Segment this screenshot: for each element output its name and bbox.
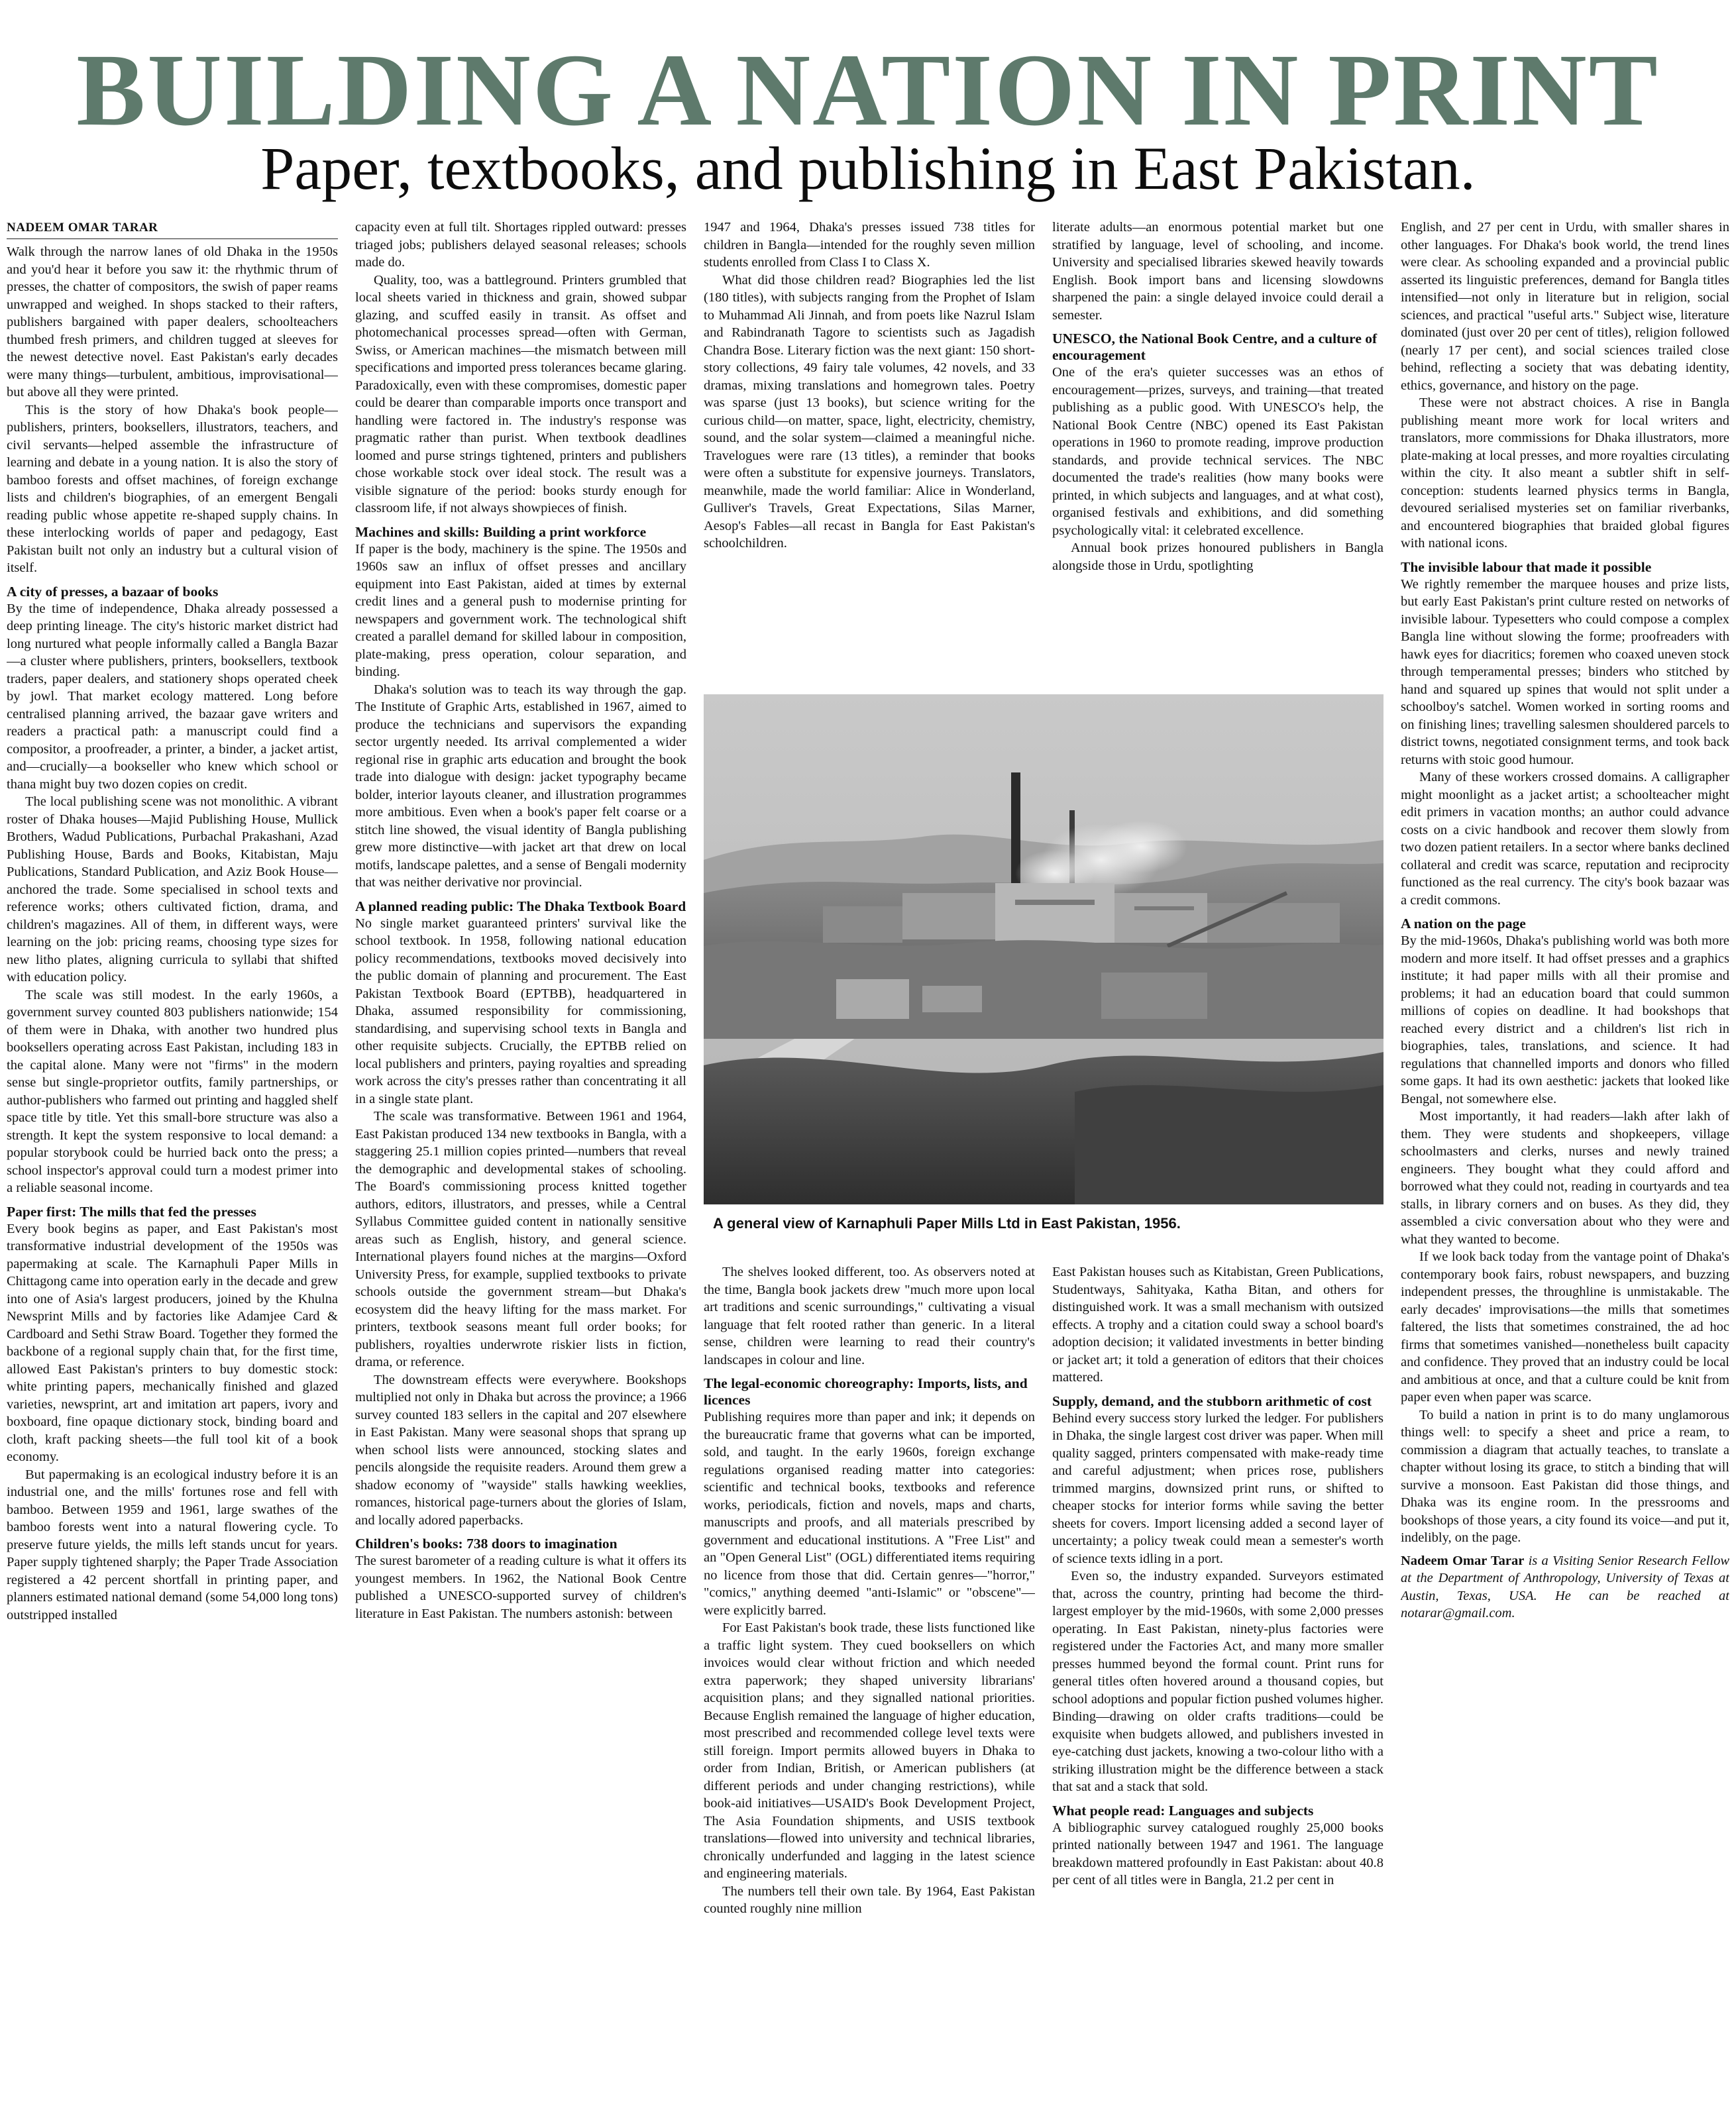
paper-mill-photo (704, 694, 1383, 1204)
headline: BUILDING A NATION IN PRINT (76, 32, 1660, 147)
author-bio (1401, 1552, 1729, 1622)
article-column-1 (7, 219, 338, 2113)
section-heading: Supply, demand, and the stubborn arithmetic of cost (1052, 1393, 1372, 1409)
section-heading: The invisible labour that made it possible (1401, 558, 1652, 575)
section-heading: The legal-economic choreography: Imports, lists, and licences (704, 1375, 1028, 1408)
paragraph: This is the story of how Dhaka's book people—publishers, printers, booksellers, illustrators, teachers, and civil servants—helped assemble the infrastructure of learning and debate in a young nation. It is also the story of bamboo forests and offset machines, of foreign exchange lists and children's biographies, of an emergent Bengali reading public whose appetite re-shaped supply chains. In these interlocking worlds of paper and pedagogy, East Pakistan built not only an industry but a cultural vision of itself. (7, 402, 338, 575)
section-heading: Paper first: The mills that fed the presses (7, 1203, 256, 1220)
paragraph: East Pakistan houses such as Kitabistan, Green Publications, Studentways, Sahityaka, Katha Bitan, and others for distinguished work. It was a small mechanism with outsized effects. A trophy and a citation could sway a school board's adoption decision; it validated investments in better binding or jacket art; it told a generation of editors that their choices mattered. (1052, 1265, 1383, 1385)
article-column-3-top (704, 219, 1035, 666)
paragraph: Walk through the narrow lanes of old Dhaka in the 1950s and you'd hear it before you saw it: the rhythmic thrum of presses, the chatter of compositors, the swish of paper reams unwrapped and weighed. In shops stacked to their rafters, publishers bargained with paper dealers, schoolteachers thumbed fresh primers, and children tugged at sleeves for the newest detective novel. East Pakistan's early decades were many things—turbulent, ambitious, improvisational—but above all they were printed. (7, 244, 338, 399)
paragraph: If paper is the body, machinery is the spine. The 1950s and 1960s saw an influx of offset presses and ancillary equipment into East Pakistan, aided at times by external credit lines and a general push to modernise printing for newspapers and government work. The technological shift created a parallel demand for skilled labour in composition, plate-making, press operation, colour separation, and binding. (355, 541, 686, 679)
paragraph: Annual book prizes honoured publishers in Bangla alongside those in Urdu, spotlighting (1052, 541, 1383, 573)
paragraph: Even so, the industry expanded. Surveyors estimated that, across the country, printing had become the third-largest employer by the mid-1960s, with some 2,000 presses operating. In East Pakistan, ninety-plus factories were registered under the Factories Act, and many more smaller presses hummed beyond the formal count. Print runs for general titles often hovered around a thousand copies, but school adoptions and popular fiction pushed volumes higher. Binding—drawing on older crafts traditions—could be exquisite when budgets allowed, and publishers invested in eye-catching dust jackets, knowing a two-colour litho with a striking illustration might be the difference between a stack that sat and a stack that sold. (1052, 1569, 1383, 1794)
paragraph: Many of these workers crossed domains. A calligrapher might moonlight as a jacket artist; a schoolteacher might edit primers in vacation months; an author could advance costs on a civic handbook and recover them slowly from two dozen patient retailers. In a sector where banks declined collateral and credit was scarce, reputation and reciprocity functioned as the real currency. The city's book bazaar was a credit commons. (1401, 770, 1729, 908)
paragraph: One of the era's quieter successes was an ethos of encouragement—prizes, surveys, and training—that treated publishing as a public good. With UNESCO's help, the National Book Centre (NBC) opened its East Pakistan operations in 1960 to promote reading, improve production standards, and provide technical services. The NBC documented the trade's realities (how many books were printed, in which subjects and languages, and at what cost), organised festivals and exhibitions, and did something psychologically vital: it celebrated excellence. (1052, 365, 1383, 538)
paragraph: The downstream effects were everywhere. Bookshops multiplied not only in Dhaka but across the province; a 1966 survey counted 183 sellers in the capital and 207 elsewhere in East Pakistan. Many were seasonal shops that sprang up when school lists were announced, stocking slates and pencils alongside the requisite readers. Around them grew a shadow economy of "wayside" stalls hawking weeklies, romances, historical page-turners about the glories of Islam, and locally adored paperbacks. (355, 1372, 686, 1528)
paragraph: By the mid-1960s, Dhaka's publishing world was both more modern and more itself. It had offset presses and a graphics institute; it had paper mills with all their promise and problems; it had an education board that could summon millions of copies on deadline. It had bookshops that reached every district and a children's list rich in biographies, tales, translations, and science. It had regulations that channelled imports and donors who filled some gaps. It had its own aesthetic: jackets that looked like Bengal, not somewhere else. (1401, 933, 1729, 1106)
section-heading: A city of presses, a bazaar of books (7, 583, 219, 600)
section-heading: A planned reading public: The Dhaka Textbook Board (355, 898, 686, 914)
section-heading: What people read: Languages and subjects (1052, 1802, 1314, 1819)
paragraph: Every book begins as paper, and East Pakistan's most transformative industrial development of the 1950s was papermaking at scale. The Karnaphuli Paper Mills in Chittagong came into operation early in the decade and grew into one of Asia's largest producers, joined by the Khulna Newsprint Mills and by factories like Adamjee Card & Cardboard and Sethi Straw Board. Together they formed the backbone of a regional supply chain that, for the first time, allowed East Pakistan's printers to buy domestic stock: white printing papers, mechanically finished and glazed varieties, newsprint, art and imitation art papers, ivory and boxboard, fine opaque dictionary stock, binding board and cloth, kraft packing sheets—the full tool kit of a book economy. (7, 1221, 338, 1464)
paragraph: The shelves looked different, too. As observers noted at the time, Bangla book jackets drew "much more upon local art traditions and scenic surroundings," cultivating a visual language that felt rooted rather than generic. In a literal sense, children were learning to read their country's landscapes in colour and line. (704, 1265, 1035, 1367)
section-heading: UNESCO, the National Book Centre, and a culture of encouragement (1052, 331, 1378, 363)
paragraph: The numbers tell their own tale. By 1964, East Pakistan counted roughly nine million (704, 1883, 1035, 1916)
paragraph: Most importantly, it had readers—lakh after lakh of them. They were students and shopkeepers, village schoolmasters and clerks, nurses and newly trained engineers. They bought what they could afford and borrowed what they could not, reading in courtyards and tea stalls, in library corners and on buses. As they did, they assembled a civic conversation about who they were and what they wanted to become. (1401, 1109, 1729, 1247)
subheadline: Paper, textbooks, and publishing in East Pakistan. (260, 134, 1476, 202)
paragraph: But papermaking is an ecological industry before it is an industrial one, and the mills' fortunes rose and fell with bamboo. Between 1959 and 1961, large swathes of the bamboo forests went into a natural flowering cycle. To preserve future yields, the mills left stands uncut for years. Paper supply tightened sharply; the Paper Trade Association registered a 42 percent shortfall in printing paper, and planners estimated national demand (some 54,000 long tons) outstripped installed (7, 1467, 338, 1622)
paragraph: If we look back today from the vantage point of Dhaka's contemporary book fairs, robust newspapers, and buzzing independent presses, the throughline is unmistakable. The early decades' improvisations—the mills that sometimes faltered, the lists that sometimes constrained, the ad hoc firms that sometimes vanished—nonetheless built capacity and confidence. They proved that an industry could be local and ambitious at once, and that a culture could be knit from paper even when paper was scarce. (1401, 1249, 1729, 1404)
paragraph: Dhaka's solution was to teach its way through the gap. The Institute of Graphic Arts, established in 1967, aimed to produce the technicians and supervisors the expanding sector urgently needed. Its arrival complemented a wider regional rise in graphic arts education and brought the book trade into dialogue with design: jacket typography became bolder, interior layouts cleaner, and illustration programmes more ambitious. Even when a book's paper felt coarse or a stitch line showed, the visual identity of Bangla publishing grew more distinctive—with jacket art that drew on local motifs, landscape palettes, and a sense of Bengali modernity that was neither derivative nor provincial. (355, 682, 686, 890)
paragraph: By the time of independence, Dhaka already possessed a deep printing lineage. The city's historic market district had long nurtured what people informally called a Bangla Bazar—a cluster where publishers, printers, booksellers, textbook traders, paper dealers, and stationery shops operated cheek by jowl. That market ecology mattered. Long before centralised planning arrived, the bazaar gave writers and readers a practical path: a manuscript could find a compositor, a proofreader, a printer, a binder, a jacket artist, and—crucially—a bookseller who knew which school or thana might buy two dozen copies on credit. (7, 601, 338, 792)
section-heading: A nation on the page (1401, 916, 1526, 931)
paragraph: These were not abstract choices. A rise in Bangla publishing meant more work for local writers and translators, more commissions for Dhaka illustrators, more plate-making at local presses, and more royalties circulating within the city. It also meant a subtler shift in self-conception: students learned physics terms in Bangla, devoured serialised mysteries set on familiar riverbanks, and encountered biographies that braided global figures with national icons. (1401, 396, 1729, 551)
paragraph: We rightly remember the marquee houses and prize lists, but early East Pakistan's print culture rested on networks of invisible labour. Typesetters who could compose a complex Bangla line without slowing the forme; proofreaders with hawk eyes for diacritics; foremen who coaxed uneven stock through temperamental presses; binders who stitched by hand and squared up spines that would not split under a schoolboy's satchel. Women worked in sorting rooms and on finishing lines; travelling salesmen shouldered parcels to district towns, negotiated consignment terms, and took back returns with stoic good humour. (1401, 576, 1729, 767)
paragraph: Publishing requires more than paper and ink; it depends on the bureaucratic frame that governs what can be imported, sold, and taught. In the early 1960s, foreign exchange regulations organised reading matter into categories: scientific and technical books, textbooks and reference works, periodicals, fiction and novels, maps and charts, manuscripts and proofs, and all materials prescribed by government and educational institutions. A "Free List" and an "Open General List" (OGL) differentiated items requiring no licence from those that did. Certain genres—"horror," "comics," anything deemed "anti-Islamic" or "obscene"—were explicitly barred. (704, 1410, 1035, 1618)
paragraph: Quality, too, was a battleground. Printers grumbled that local sheets varied in thickness and grain, showed subpar glazing, and scuffed easily in transit. As offset and photomechanical processes spread—often with German, Swiss, or American machines—the mismatch between mill specifications and imported press tolerances became glaring. Paradoxically, even with these compromises, domestic paper could be dearer than comparable imports once transport and handling were factored in. The industry's response was pragmatic rather than purist. When textbook deadlines loomed and purse strings tightened, printers and publishers chose workable stock over ideal stock. The result was a visible signature of the period: books sturdy enough for classroom life, if not always showpieces of finish. (355, 272, 686, 515)
paragraph: capacity even at full tilt. Shortages rippled outward: presses triaged jobs; publishers delayed seasonal releases; schools made do. (355, 220, 686, 270)
article-column-4-bottom (1052, 1263, 1383, 2113)
paragraph: 1947 and 1964, Dhaka's presses issued 738 titles for children in Bangla—intended for the roughly seven million students enrolled from Class I to Class X. (704, 220, 1035, 270)
paragraph: The scale was still modest. In the early 1960s, a government survey counted 803 publishers nationwide; 154 of them were in Dhaka, with another two hundred plus booksellers operating across East Pakistan, including 183 in the capital alone. Many were not "firms" in the modern sense but single-proprietor outfits, family partnerships, or author-publishers who farmed out printing and haggled shelf space title by title. Yet this small-bore structure was also a strength. It kept the system responsive to local demand: a popular storybook could be hurried back onto the press; a school inspector's approval could turn a modest primer into a reliable seasonal income. (7, 987, 338, 1195)
paragraph: The local publishing scene was not monolithic. A vibrant roster of Dhaka houses—Majid Publishing House, Mullick Brothers, Wadud Publications, Purbachal Prakashani, Azad Publishing House, Bards and Books, Kitabistan, Maju Publications, Standard Publication, and Aziz Book House—anchored the trade. Some specialised in school texts and reference works; others cultivated fiction, drama, and children's magazines. All of them, in different ways, were learning on the job: pricing reams, choosing type sizes for new litho plates, aligning curricula to syllabi that shifted with education policy. (7, 794, 338, 984)
paragraph: Behind every success story lurked the ledger. For publishers in Dhaka, the single largest cost driver was paper. When mill quality sagged, printers compensated with make-ready time and careful adjustment; when prices rose, publishers trimmed margins, downsized print runs, or shifted to cheaper stocks for interior forms while saving the better sheets for covers. Import licensing added a second layer of uncertainty; a policy tweak could mean a semester's worth of science texts idling in a port. (1052, 1410, 1383, 1566)
paragraph: literate adults—an enormous potential market but one stratified by language, level of schooling, and income. University and specialised libraries skewed heavily towards English. Book import bans and licensing slowdowns sharpened the pain: a single delayed invoice could derail a semester. (1052, 220, 1383, 323)
paragraph: No single market guaranteed printers' survival like the school textbook. In 1958, following national education policy recommendations, textbooks moved decisively into the public domain of planning and procurement. The East Pakistan Textbook Board (EPTBB), headquartered in Dhaka, assumed responsibility for commissioning, standardising, and supervising school texts in Bangla and other requisite subjects. Crucially, the EPTBB relied on local publishers and printers, paying royalties and spreading work across the city's presses rather than concentrating it all in a single state plant. (355, 916, 686, 1106)
paragraph: The surest barometer of a reading culture is what it offers its youngest members. In 1962, the National Book Centre published a UNESCO-supported survey of children's literature in East Pakistan. The numbers astonish: between (355, 1554, 686, 1621)
article-column-4-top (1052, 219, 1383, 666)
paragraph: For East Pakistan's book trade, these lists functioned like a traffic light system. They cued booksellers on which invoices would clear without friction and which needed extra paperwork; they shaped university librarians' acquisition plans; and they signalled national priorities. Because English remained the language of higher education, most prescribed and recommended college level texts were still foreign. Import permits allowed buyers in Dhaka to order from Indian, British, or American publishers (at different periods and under changing restrictions), while book-aid initiatives—USAID's Book Development Project, The Asia Foundation shipments, and USIS textbook translations—flowed into university and technical libraries, chronically underfunded and lagging in the latest science and engineering materials. (704, 1620, 1035, 1881)
article-column-5 (1401, 219, 1729, 2113)
author-name: Nadeem Omar Tarar (1401, 1553, 1525, 1568)
section-heading: Children's books: 738 doors to imagination (355, 1536, 618, 1552)
paragraph: English, and 27 per cent in Urdu, with smaller shares in other languages. For Dhaka's book world, the trend lines were clear. As schooling expanded and a provincial public asserted its linguistic preferences, demand for Bangla titles intensified—not only in literature but in religion, social sciences, and practical "useful arts." Subject wise, literature dominated (just over 20 per cent of titles), religion followed (nearly 17 per cent), and social sciences trailed close behind, reflecting a society that was debating identity, ethics, governance, and history on the page. (1401, 220, 1729, 393)
paragraph: The scale was transformative. Between 1961 and 1964, East Pakistan produced 134 new textbooks in Bangla, with a staggering 25.1 million copies printed—numbers that reveal the demographic and developmental stakes of schooling. The Board's commissioning process knitted together authors, editors, illustrators, and presses, while a Central Syllabus Committee guided content in nationally sensitive areas such as English, history, and general science. International players found niches at the margins—Oxford University Press, for example, supplied textbooks to private schools outside the government stream—but Dhaka's ecosystem did the heavy lifting for the mass market. For printers, textbook seasons meant full order books; for publishers, royalties underwrote riskier lists in fiction, drama, or reference. (355, 1109, 686, 1369)
paragraph: A bibliographic survey catalogued roughly 25,000 books printed nationally between 1947 and 1961. The language breakdown mattered profoundly in East Pakistan: about 40.8 per cent of all titles were in Bangla, 21.2 per cent in (1052, 1820, 1383, 1887)
article-column-3-bottom (704, 1263, 1035, 2113)
paragraph: What did those children read? Biographies led the list (180 titles), with subjects ranging from the Prophet of Islam to Muhammad Ali Jinnah, and from poets like Nazrul Islam and Rabindranath Tagore to scientists such as Jagadish Chandra Bose. Literary fiction was the next giant: 150 short-story collections, 49 fairy tale volumes, 42 novels, and 33 dramas, mixing translations and homegrown tales. Poetry was sparse (just 13 books), but science writing for the curious child—on matter, space, light, electricity, chemistry, sound, and the solar system—claimed a meaningful niche. Travelogues were rare (13 titles), a reminder that books were often a substitute for expensive journeys. Translators, meanwhile, made the world familiar: Alice in Wonderland, Gulliver's Travels, Great Expectations, Silas Marner, Aesop's Fables—all recast in Bangla for East Pakistan's schoolchildren. (704, 272, 1035, 551)
author-bio-text: is a Visiting Senior Research Fellow at the Department of Anthropology, University of Texas at Austin, Texas, USA. He can be reached at notarar@gmail.com. (1401, 1553, 1729, 1620)
photo-caption: A general view of Karnaphuli Paper Mills Ltd in East Pakistan, 1956. (713, 1215, 1181, 1232)
article-column-2 (355, 219, 686, 2113)
paragraph: To build a nation in print is to do many unglamorous things well: to specify a sheet and price a ream, to commission a diagram that actually teaches, to translate a chapter without losing its grace, to stitch a binding that will survive a monsoon. East Pakistan did those things, and Dhaka was its engine room. In the pressrooms and bookshops of those years, a city found its voice—and put it, indelibly, on the page. (1401, 1407, 1729, 1545)
byline: NADEEM OMAR TARAR (7, 219, 338, 239)
section-heading: Machines and skills: Building a print workforce (355, 523, 647, 540)
